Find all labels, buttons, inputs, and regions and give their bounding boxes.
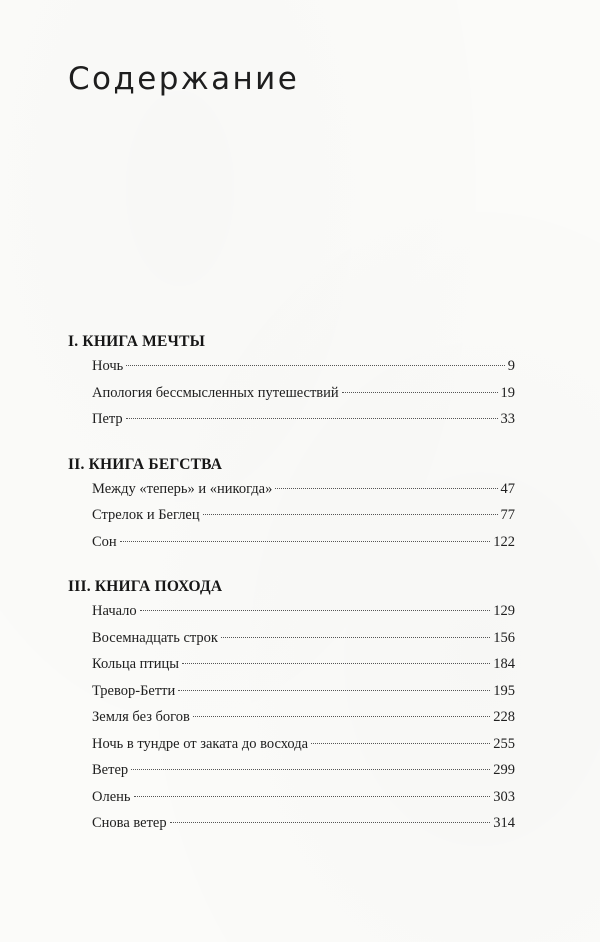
entry-title: Кольца птицы bbox=[92, 656, 180, 672]
entry-title: Тревор-Бетти bbox=[92, 682, 176, 699]
toc-entry[interactable] bbox=[68, 789, 515, 816]
toc-entry[interactable] bbox=[68, 736, 515, 763]
part-heading: III. КНИГА ПОХОДА bbox=[68, 578, 223, 595]
toc-entry[interactable] bbox=[68, 815, 515, 842]
page-number: 195 bbox=[493, 682, 515, 699]
dot-leader bbox=[221, 637, 490, 638]
dot-leader bbox=[311, 743, 490, 744]
dot-leader bbox=[342, 392, 498, 393]
page-number: 47 bbox=[500, 480, 515, 497]
dot-leader bbox=[193, 716, 490, 717]
dot-leader bbox=[126, 418, 498, 419]
entry-title: Земля без богов bbox=[92, 709, 190, 725]
toc-part-2 bbox=[68, 456, 515, 561]
entry-title: Восемнадцать строк bbox=[92, 629, 218, 646]
dot-leader bbox=[126, 365, 504, 366]
page-number: 9 bbox=[507, 358, 515, 374]
dot-leader bbox=[182, 663, 490, 664]
toc-entry[interactable] bbox=[68, 683, 515, 710]
entry-title: Петр bbox=[92, 411, 123, 427]
toc-entry[interactable] bbox=[68, 385, 515, 412]
dot-leader bbox=[275, 488, 497, 489]
dot-leader bbox=[178, 690, 490, 691]
toc-entry[interactable] bbox=[68, 630, 515, 657]
page-number: 19 bbox=[500, 384, 515, 401]
entry-title: Снова ветер bbox=[92, 815, 167, 831]
page-number: 314 bbox=[493, 815, 515, 831]
entry-title: Сон bbox=[92, 533, 117, 550]
entry-title: Стрелок и Беглец bbox=[92, 507, 200, 523]
entry-title: Ночь bbox=[92, 358, 124, 374]
toc-entry[interactable] bbox=[68, 481, 515, 508]
page-number: 299 bbox=[493, 762, 515, 778]
part-heading: I. КНИГА МЕЧТЫ bbox=[68, 333, 206, 350]
toc-part-3 bbox=[68, 578, 515, 842]
toc-entry[interactable] bbox=[68, 358, 515, 385]
page-number: 156 bbox=[493, 629, 515, 646]
entry-title: Апология бессмысленных путешествий bbox=[92, 384, 339, 401]
entry-title: Олень bbox=[92, 788, 131, 805]
part-heading: II. КНИГА БЕГСТВА bbox=[68, 455, 223, 473]
dot-leader bbox=[120, 541, 491, 542]
page-number: 33 bbox=[500, 411, 515, 427]
toc-entry[interactable] bbox=[68, 656, 515, 683]
page-number: 303 bbox=[493, 788, 515, 805]
dot-leader bbox=[170, 822, 491, 823]
page-number: 228 bbox=[493, 709, 515, 725]
page-number: 129 bbox=[493, 603, 515, 619]
toc-entry[interactable] bbox=[68, 709, 515, 736]
toc-entry[interactable] bbox=[68, 762, 515, 789]
toc-entry[interactable] bbox=[68, 534, 515, 561]
dot-leader bbox=[140, 610, 491, 611]
table-of-contents bbox=[68, 333, 515, 860]
page-number: 122 bbox=[493, 533, 515, 550]
entry-title: Ветер bbox=[92, 762, 129, 778]
toc-entry[interactable] bbox=[68, 411, 515, 438]
page-number: 77 bbox=[500, 507, 515, 523]
page-number: 184 bbox=[493, 656, 515, 672]
page-number: 255 bbox=[493, 735, 515, 752]
page-title: Содержание bbox=[68, 61, 300, 97]
dot-leader bbox=[134, 796, 491, 797]
entry-title: Начало bbox=[92, 603, 137, 619]
toc-part-1 bbox=[68, 333, 515, 438]
dot-leader bbox=[131, 769, 490, 770]
dot-leader bbox=[203, 514, 498, 515]
entry-title: Между «теперь» и «никогда» bbox=[92, 480, 273, 497]
toc-entry[interactable] bbox=[68, 603, 515, 630]
toc-entry[interactable] bbox=[68, 507, 515, 534]
entry-title: Ночь в тундре от заката до восхода bbox=[92, 735, 309, 752]
